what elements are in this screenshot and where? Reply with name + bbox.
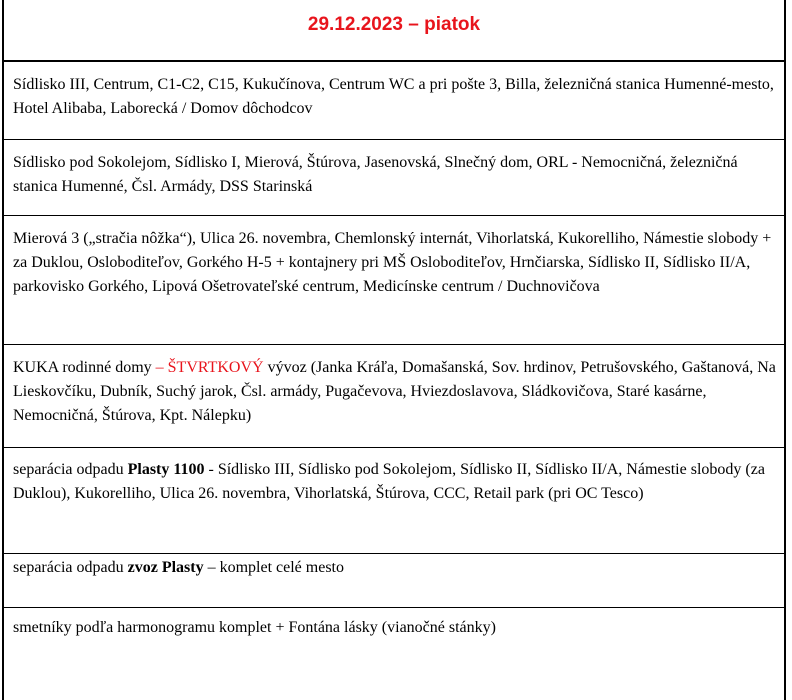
row-text: Sídlisko III, Centrum, C1-C2, C15, Kukučínova, Centrum WC a pri pošte 3, Billa, železničná stanica Humenné-mesto, Hotel Alibaba, Laborecká / Domov dôchodcov bbox=[13, 76, 774, 117]
schedule-row bbox=[4, 448, 784, 554]
schedule-row bbox=[4, 608, 784, 700]
row-text-suffix: vývoz (Janka Kráľa, Domašanská, Sov. hrdinov, Petrušovského, Gaštanová, Na Lieskovčíku, Dubník, Suchý jarok, Čsl. armády, Pugačevova, Hviezdoslavova, Sládkovičova, Staré kasárne, Nemocničná, Štúrova, Kpt. Nálepku) bbox=[13, 359, 776, 424]
row-text: Sídlisko pod Sokolejom, Sídlisko I, Mierová, Štúrova, Jasenovská, Slnečný dom, ORL - Nemocničná, železničná stanica Humenné, Čsl. Armády, DSS Starinská bbox=[13, 154, 738, 195]
plastic-collection-label: zvoz Plasty bbox=[127, 559, 204, 576]
schedule-table bbox=[2, 0, 786, 700]
row-text-suffix: - Sídlisko III, Sídlisko pod Sokolejom, Sídlisko II, Sídlisko II/A, Námestie slobody (za Duklou), Kukorelliho, Ulica 26. novembra, Vihorlatská, Štúrova, CCC, Retail park (pri OC Tesco) bbox=[13, 461, 765, 502]
date-title: 29.12.2023 – piatok bbox=[307, 14, 481, 35]
schedule-row bbox=[4, 345, 784, 448]
schedule-row bbox=[4, 140, 784, 216]
plastic-1100-label: Plasty 1100 bbox=[127, 461, 205, 478]
row-text-prefix: separácia odpadu bbox=[13, 461, 128, 478]
thursday-highlight: – ŠTVRTKOVÝ bbox=[155, 359, 264, 376]
schedule-row bbox=[4, 62, 784, 140]
row-text-prefix: KUKA rodinné domy bbox=[13, 359, 156, 376]
row-text: Mierová 3 („stračia nôžka“), Ulica 26. novembra, Chemlonský internát, Vihorlatská, Kukorelliho, Námestie slobody + za Duklou, Osloboditeľov, Gorkého H-5 + kontajnery pri MŠ Osloboditeľov, Hrnčiarska, Sídlisko II, Sídlisko II/A, parkovisko Gorkého, Lipová Ošetrovateľské centrum, Medicínske centrum / Duchnovičova bbox=[13, 230, 772, 295]
row-text: smetníky podľa harmonogramu komplet + Fontána lásky (vianočné stánky) bbox=[13, 619, 496, 636]
schedule-row bbox=[4, 216, 784, 345]
schedule-row bbox=[4, 554, 784, 608]
row-text-prefix: separácia odpadu bbox=[13, 559, 128, 576]
row-text-suffix: – komplet celé mesto bbox=[203, 559, 344, 576]
schedule-header bbox=[4, 0, 784, 62]
